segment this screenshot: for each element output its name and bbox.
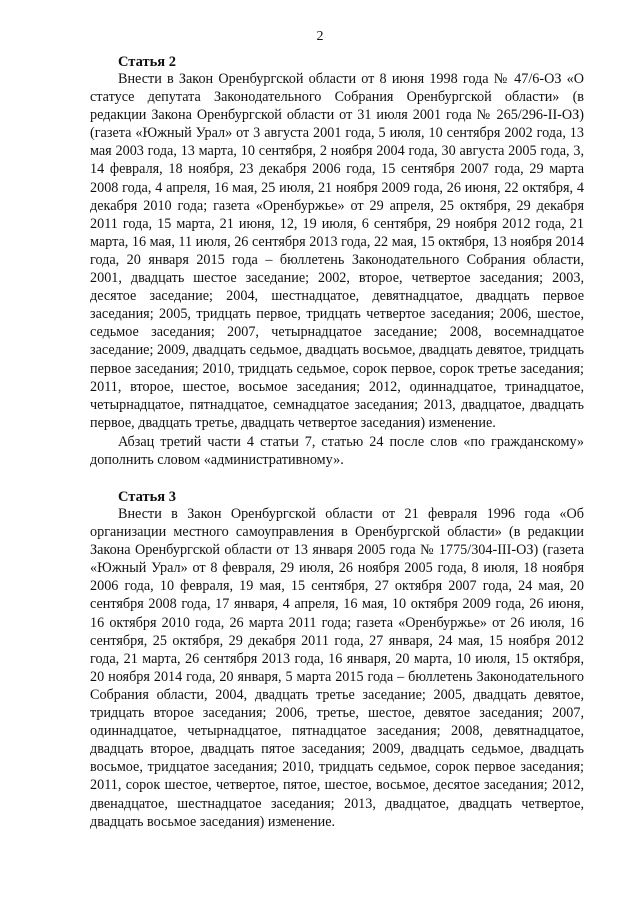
page-number: 2	[316, 29, 324, 44]
article-3-paragraph-1: Внести в Закон Оренбургской области от 21 февраля 1996 года «Об организации местного самоуправления в Оренбургской области» (в редакции Закона Оренбургской области от 13 января 2005 года № 1775/304-III-ОЗ) (газета «Южный Урал» от 8 февраля, 29 июля, 26 ноября 2005 года, 8 июля, 18 ноября 2006 года, 10 февраля, 19 мая, 15 сентября, 27 октября 2007 года, 24 мая, 20 сентября 2008 года, 17 января, 4 апреля, 16 мая, 10 октября 2009 года, 26 июня, 16 октября 2010 года, 26 марта 2011 года; газета «Оренбуржье» от 26 июля, 16 сентября, 25 октября, 29 декабря 2011 года, 27 января, 24 мая, 15 ноября 2012 года, 21 марта, 26 сентября 2013 года, 16 января, 20 марта, 10 июля, 15 октября, 20 ноября 2014 года, 20 января, 5 марта 2015 года – бюллетень Законодательного Собрания области, 2004, двадцать третье заседание; 2005, двадцать девятое, тридцать второе заседания; 2006, третье, шестое, девятое заседания; 2007, одиннадцатое, четырнадцатое, пятнадцатое заседания; 2008, девятнадцатое, двадцать второе, двадцать пятое заседания; 2009, двадцать седьмое, двадцать восьмое, тридцатое заседания; 2010, тридцать седьмое, сорок первое заседания; 2011, сорок шестое, четвертое, пятое, шестое, восьмое, десятое заседания; 2012, двенадцатое, шестнадцатое заседания; 2013, двадцатое, двадцать четвертое, двадцать восьмое заседания) изменение.	[90, 506, 584, 830]
article-2-heading: Статья 2	[118, 54, 176, 70]
article-2-paragraph-1: Внести в Закон Оренбургской области от 8 июня 1998 года № 47/6-ОЗ «О статусе депутата Законодательного Собрания Оренбургской области» (в редакции Закона Оренбургской области от 31 июля 2001 года № 265/296-II-ОЗ) (газета «Южный Урал» от 3 августа 2001 года, 5 июля, 10 сентября 2002 года, 13 мая 2003 года, 13 марта, 10 сентября, 2 ноября 2004 года, 30 августа 2005 года, 3, 14 февраля, 18 ноября, 23 декабря 2006 года, 15 сентября 2007 года, 29 марта 2008 года, 4 апреля, 16 мая, 25 июля, 21 ноября 2009 года, 26 июня, 22 октября, 4 декабря 2010 года; газета «Оренбуржье» от 29 апреля, 25 октября, 29 декабря 2011 года, 15 марта, 21 июня, 12, 19 июля, 6 сентября, 29 ноября 2012 года, 21 марта, 16 мая, 11 июля, 26 сентября 2013 года, 22 мая, 15 октября, 13 ноября 2014 года, 20 января 2015 года – бюллетень Законодательного Собрания области, 2001, двадцать шестое заседание; 2002, второе, четвертое заседания; 2003, десятое заседание; 2004, шестнадцатое, девятнадцатое, двадцать первое заседания; 2005, тридцать первое, тридцать четвертое заседания; 2006, шестое, седьмое заседания; 2007, четырнадцатое заседание; 2008, восемнадцатое заседание; 2009, двадцать седьмое, двадцать восьмое, двадцать девятое, тридцать первое заседания; 2010, тридцать седьмое, сорок первое, сорок третье заседания; 2011, второе, шестое, восьмое заседания; 2012, одиннадцатое, тринадцатое, четырнадцатое, пятнадцатое, семнадцатое заседания; 2013, двадцатое, двадцать первое, двадцать третье, двадцать четвертое заседания) изменение.	[90, 71, 584, 431]
article-3-heading: Статья 3	[118, 489, 176, 505]
article-2-paragraph-2: Абзац третий части 4 статьи 7, статью 24 после слов «по гражданскому» дополнить словом «административному».	[90, 434, 584, 469]
